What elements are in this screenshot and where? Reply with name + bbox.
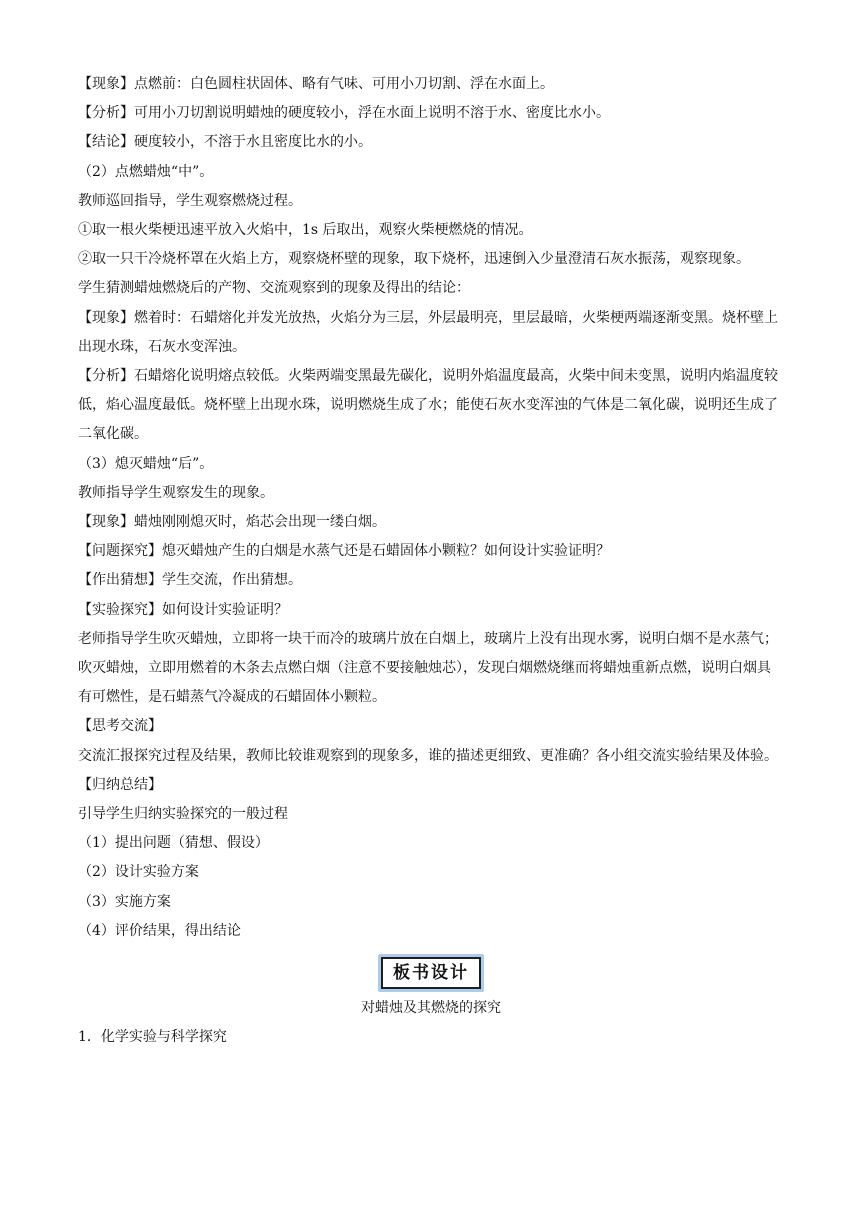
board-design-badge-container	[78, 952, 784, 994]
text-paragraph: 【现象】燃着时：石蜡熔化并发光放热，火焰分为三层，外层最明亮，里层最暗，火柴梗两端逐渐变黑。烧杯壁上出现水珠，石灰水变浑浊。	[78, 309, 778, 355]
text-line: 教师巡回指导，学生观察燃烧过程。	[78, 192, 302, 209]
text-line: 【实验探究】如何设计实验证明？	[78, 601, 288, 618]
list-item: （1）提出问题（猜想、假设）	[78, 835, 269, 852]
section-heading: 【归纳总结】	[78, 776, 162, 793]
text-line: 【问题探究】熄灭蜡烛产生的白烟是水蒸气还是石蜡固体小颗粒？如何设计实验证明？	[78, 543, 610, 560]
text-paragraph: ②取一只干冷烧杯罩在火焰上方，观察烧杯壁的现象，取下烧杯，迅速倒入少量澄清石灰水振荡，观察现象。	[78, 251, 750, 268]
text-line: 【结论】硬度较小，不溶于水且密度比水的小。	[78, 134, 372, 151]
document-page	[78, 70, 784, 1053]
text-paragraph: 【分析】石蜡熔化说明熔点较低。火柴两端变黑最先碳化，说明外焰温度最高，火柴中间未变黑，说明内焰温度较低，焰心温度最低。烧杯壁上出现水珠，说明燃烧生成了水；能使石灰水变浑浊的气体是二氧化碳，说明还生成了二氧化碳。	[78, 368, 778, 443]
board-title: 对蜡烛及其燃烧的探究	[361, 1000, 501, 1017]
text-line: 【作出猜想】学生交流，作出猜想。	[78, 572, 302, 589]
text-line: 【现象】点燃前：白色圆柱状固体、略有气味、可用小刀切割、浮在水面上。	[78, 76, 554, 92]
text-paragraph: 老师指导学生吹灭蜡烛，立即将一块干而冷的玻璃片放在白烟上，玻璃片上没有出现水雾，说明白烟不是水蒸气；吹灭蜡烛，立即用燃着的木条去点燃白烟（注意不要接触烛芯），发现白烟燃烧继而将蜡烛重新点燃，说明白烟具有可燃性，是石蜡蒸气冷凝成的石蜡固体小颗粒。	[78, 630, 778, 706]
list-item: （4）评价结果，得出结论	[78, 922, 241, 939]
board-design-badge	[378, 954, 484, 992]
board-design-label: 板书设计	[381, 957, 481, 989]
text-line: 教师指导学生观察发生的现象。	[78, 484, 274, 501]
text-line: 【现象】蜡烛刚刚熄灭时，焰芯会出现一缕白烟。	[78, 514, 386, 531]
text-line: （2）点燃蜡烛“中”。	[78, 163, 214, 180]
text-line: 学生猜测蜡烛燃烧后的产物、交流观察到的现象及得出的结论：	[78, 280, 470, 297]
section-heading: 【思考交流】	[78, 718, 162, 735]
board-item: 1．化学实验与科学探究	[78, 1029, 227, 1046]
list-item: （3）实施方案	[78, 893, 171, 910]
text-paragraph: 交流汇报探究过程及结果，教师比较谁观察到的现象多，谁的描述更细致、更准确？各小组交流实验结果及体验。	[78, 747, 778, 764]
text-line: 引导学生归纳实验探究的一般过程	[78, 806, 288, 823]
list-item: （2）设计实验方案	[78, 864, 199, 881]
text-line: （3）熄灭蜡烛“后”。	[78, 455, 214, 472]
text-line: ①取一根火柴梗迅速平放入火焰中，1s 后取出，观察火柴梗燃烧的情况。	[78, 222, 533, 239]
text-line: 【分析】可用小刀切割说明蜡烛的硬度较小，浮在水面上说明不溶于水、密度比水小。	[78, 105, 610, 122]
